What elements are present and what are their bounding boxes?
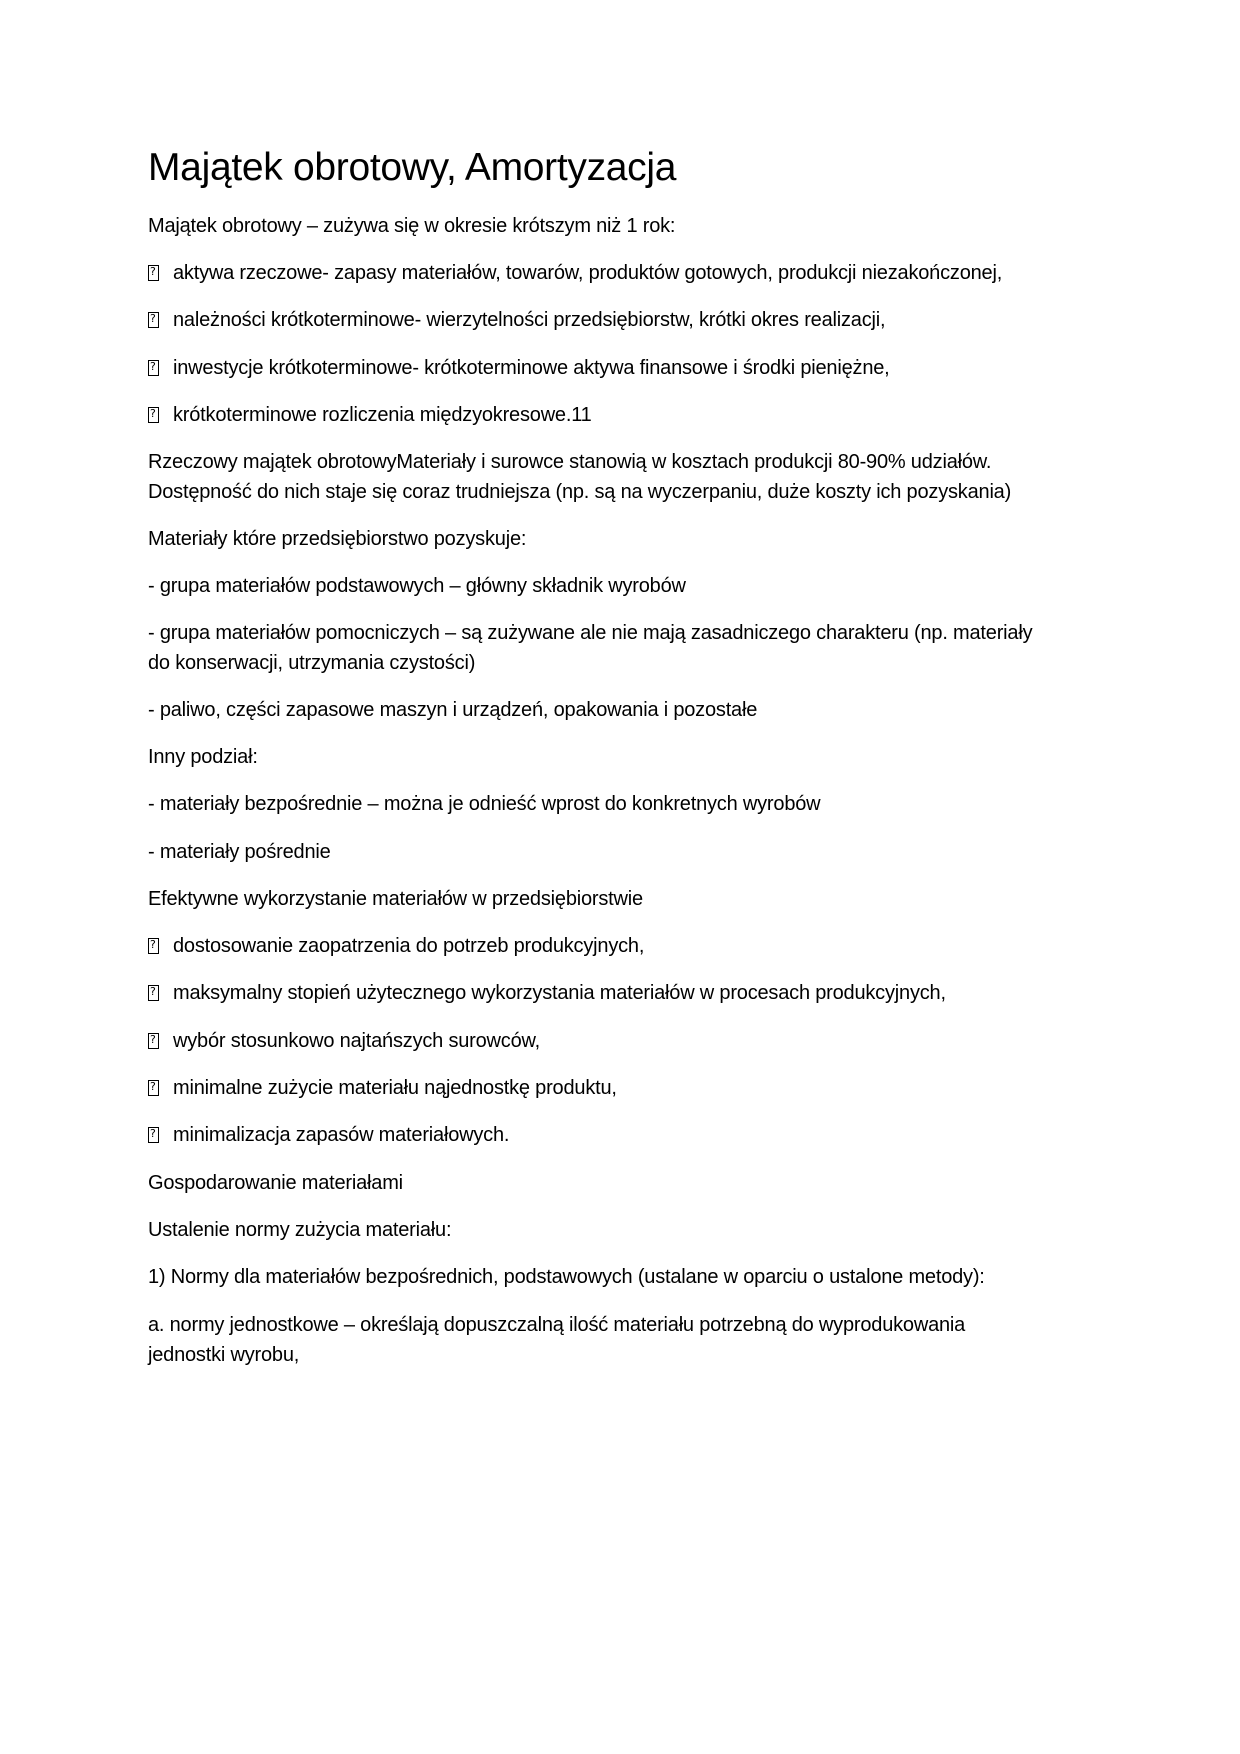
group-pomocnicze-line1: - grupa materiałów pomocniczych – są zużywane ale nie mają zasadniczego charakteru (np. materiały (148, 622, 1033, 644)
list-item-text: maksymalny stopień użytecznego wykorzystania materiałów w procesach produkcyjnych, (173, 982, 946, 1004)
missing-glyph-bullet-icon (148, 265, 159, 281)
missing-glyph-bullet-icon (148, 1080, 159, 1096)
list-item-text: należności krótkoterminowe- wierzytelności przedsiębiorstw, krótki okres realizacji, (173, 309, 886, 331)
group-paliwo: - paliwo, części zapasowe maszyn i urządzeń, opakowania i pozostałe (148, 699, 758, 721)
list-item (148, 399, 592, 431)
normy-point-1: 1) Normy dla materiałów bezpośrednich, podstawowych (ustalane w oparciu o ustalone metody): (148, 1266, 985, 1288)
materialy-bezposrednie: - materiały bezpośrednie – można je odnieść wprost do konkretnych wyrobów (148, 793, 821, 815)
ustalenie-heading: Ustalenie normy zużycia materiału: (148, 1219, 452, 1241)
list-item-text: dostosowanie zaopatrzenia do potrzeb produkcyjnych, (173, 935, 645, 957)
list-item (148, 1025, 540, 1057)
normy-point-a-line2: jednostki wyrobu, (148, 1344, 300, 1366)
rzeczowy-paragraph-line1: Rzeczowy majątek obrotowyMateriały i surowce stanowią w kosztach produkcji 80-90% udziałów. (148, 451, 992, 473)
list-item (148, 1072, 617, 1104)
list-item (148, 930, 644, 962)
missing-glyph-bullet-icon (148, 407, 159, 423)
list-item-text: aktywa rzeczowe- zapasy materiałów, towarów, produktów gotowych, produkcji niezakończonej, (173, 262, 1003, 284)
group-podstawowe: - grupa materiałów podstawowych – główny składnik wyrobów (148, 575, 686, 597)
materialy-heading: Materiały które przedsiębiorstwo pozyskuje: (148, 528, 527, 550)
page-title: Majątek obrotowy, Amortyzacja (148, 146, 677, 189)
list-item (148, 977, 946, 1009)
list-item-text: inwestycje krótkoterminowe- krótkoterminowe aktywa finansowe i środki pieniężne, (173, 357, 890, 379)
list-item (148, 352, 890, 384)
list-item-text: minimalne zużycie materiału nąjednostkę produktu, (173, 1077, 617, 1099)
missing-glyph-bullet-icon (148, 985, 159, 1001)
list-item-text: krótkoterminowe rozliczenia międzyokresowe.11 (173, 404, 592, 426)
missing-glyph-bullet-icon (148, 1033, 159, 1049)
list-item (148, 257, 1002, 289)
list-item-text: minimalizacja zapasów materiałowych. (173, 1124, 510, 1146)
missing-glyph-bullet-icon (148, 938, 159, 954)
missing-glyph-bullet-icon (148, 312, 159, 328)
inny-podzial-heading: Inny podział: (148, 746, 258, 768)
list-item (148, 1119, 509, 1151)
efektywne-heading: Efektywne wykorzystanie materiałów w przedsiębiorstwie (148, 888, 643, 910)
missing-glyph-bullet-icon (148, 1127, 159, 1143)
list-item (148, 304, 885, 336)
normy-point-a-line1: a. normy jednostkowe – określają dopuszczalną ilość materiału potrzebną do wyprodukowania (148, 1314, 966, 1336)
rzeczowy-paragraph-line2: Dostępność do nich staje się coraz trudniejsza (np. są na wyczerpaniu, duże koszty ich pozyskania) (148, 481, 1012, 503)
missing-glyph-bullet-icon (148, 360, 159, 376)
list-item-text: wybór stosunkowo najtańszych surowców, (173, 1030, 541, 1052)
gospodarowanie-heading: Gospodarowanie materiałami (148, 1172, 403, 1194)
materialy-posrednie: - materiały pośrednie (148, 841, 331, 863)
group-pomocnicze-line2: do konserwacji, utrzymania czystości) (148, 652, 476, 674)
intro-paragraph: Majątek obrotowy – zużywa się w okresie krótszym niż 1 rok: (148, 215, 676, 237)
